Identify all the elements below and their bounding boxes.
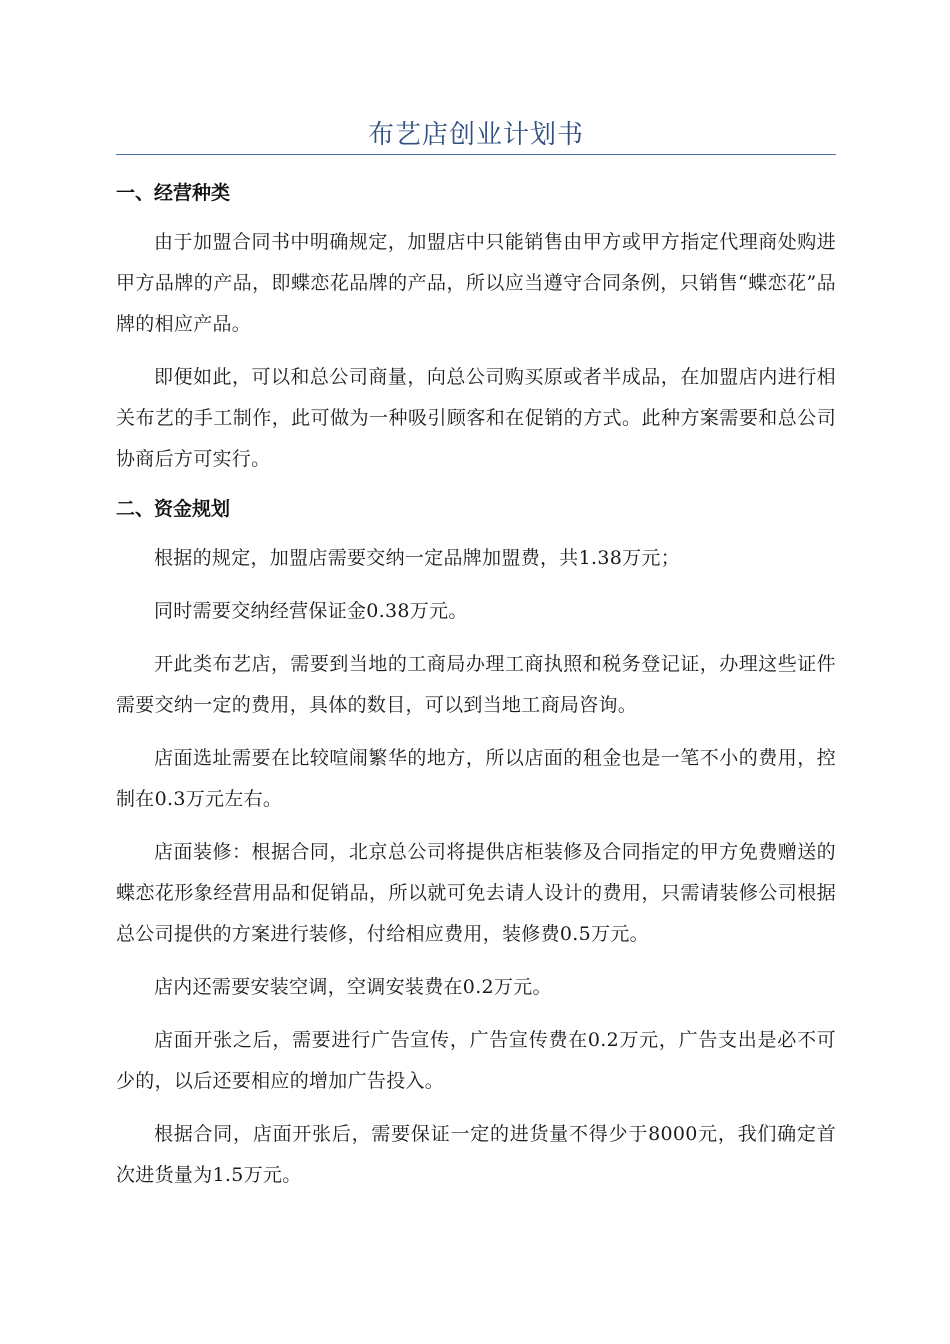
section-heading: 二、资金规划 — [116, 498, 231, 520]
paragraph: 根据合同，店面开张后，需要保证一定的进货量不得少于8000元，我们确定首次进货量为1.5万元。 — [116, 1123, 836, 1186]
section-business-type — [116, 176, 836, 480]
paragraph: 同时需要交纳经营保证金0.38万元。 — [154, 600, 468, 622]
document-title: 布艺店创业计划书 — [367, 120, 584, 150]
paragraph: 根据的规定，加盟店需要交纳一定品牌加盟费，共1.38万元； — [154, 547, 681, 569]
document-body — [116, 176, 836, 1208]
paragraph: 开此类布艺店，需要到当地的工商局办理工商执照和税务登记证，办理这些证件需要交纳一定的费用，具体的数目，可以到当地工商局咨询。 — [116, 653, 836, 716]
paragraph: 店面装修：根据合同，北京总公司将提供店柜装修及合同指定的甲方免费赠送的蝶恋花形象经营用品和促销品，所以就可免去请人设计的费用，只需请装修公司根据总公司提供的方案进行装修，付给相应费用，装修费0.5万元。 — [116, 841, 836, 945]
paragraph: 店面选址需要在比较喧闹繁华的地方，所以店面的租金也是一笔不小的费用，控制在0.3万元左右。 — [116, 747, 836, 810]
section-heading: 一、经营种类 — [116, 182, 231, 204]
paragraph: 店内还需要安装空调，空调安装费在0.2万元。 — [154, 976, 552, 998]
paragraph: 即便如此，可以和总公司商量，向总公司购买原或者半成品，在加盟店内进行相关布艺的手工制作，此可做为一种吸引顾客和在促销的方式。此种方案需要和总公司协商后方可实行。 — [116, 366, 836, 470]
paragraph: 由于加盟合同书中明确规定，加盟店中只能销售由甲方或甲方指定代理商处购进甲方品牌的产品，即蝶恋花品牌的产品，所以应当遵守合同条例，只销售“蝶恋花”品牌的相应产品。 — [116, 231, 836, 335]
title-underline — [116, 154, 836, 155]
paragraph: 店面开张之后，需要进行广告宣传，广告宣传费在0.2万元，广告支出是必不可少的，以后还要相应的增加广告投入。 — [116, 1029, 836, 1092]
section-funding-plan — [116, 492, 836, 1196]
